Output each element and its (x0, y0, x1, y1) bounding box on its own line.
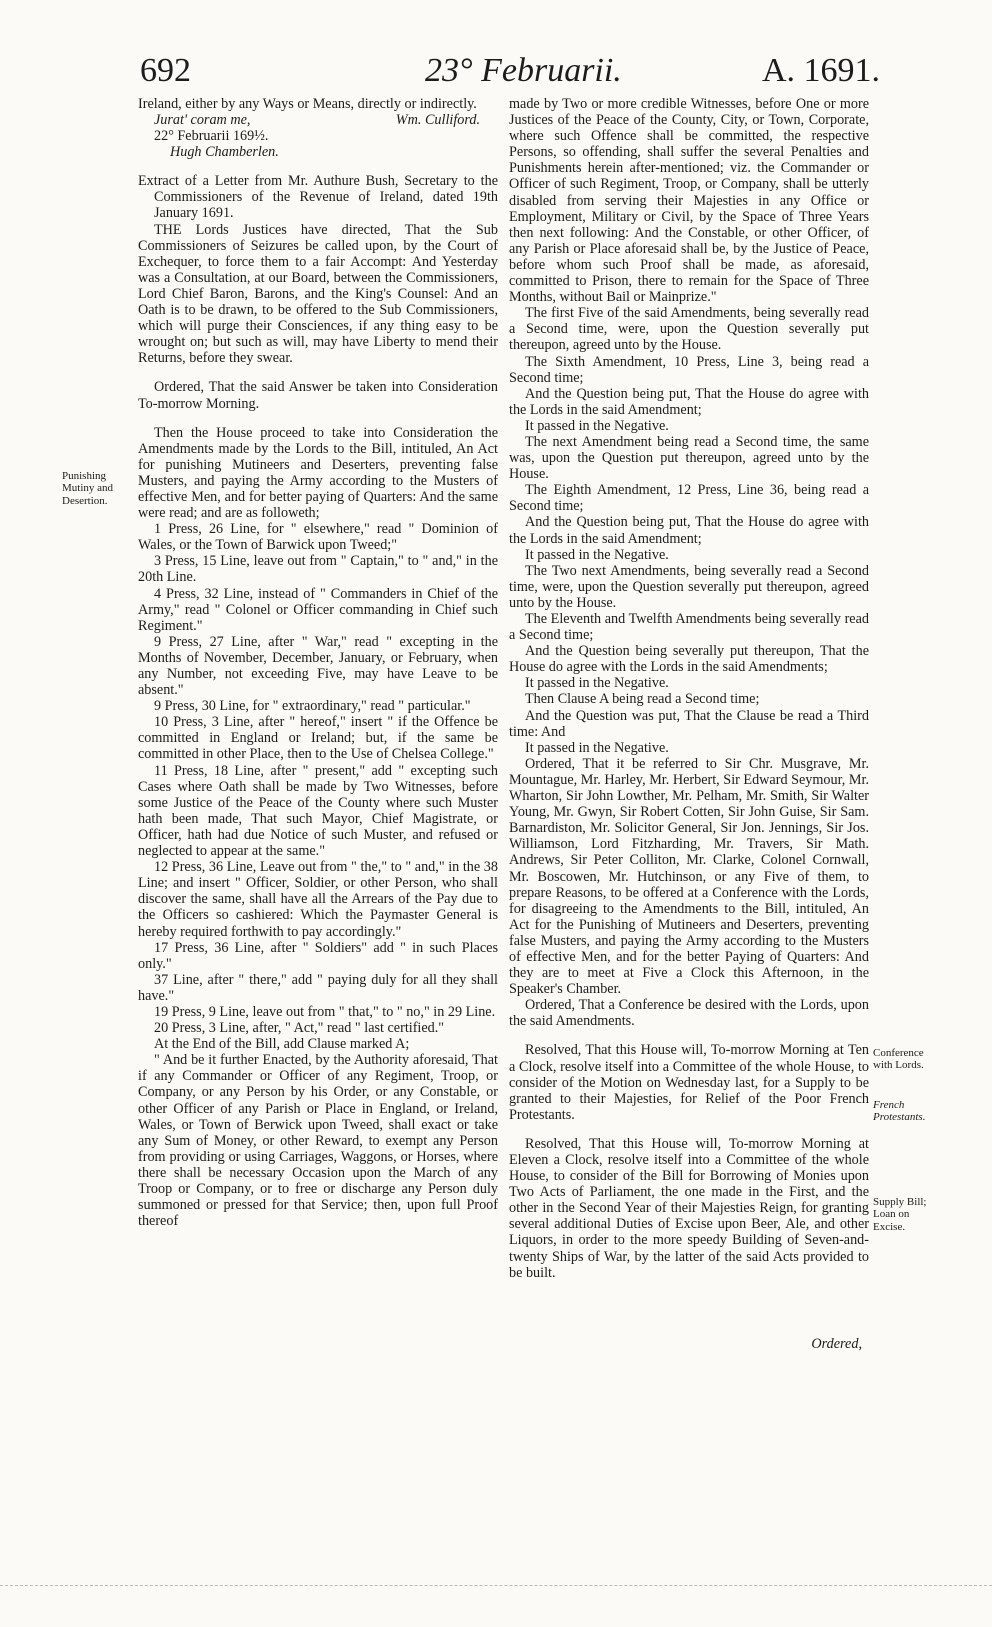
right-column-paragraph: And the Question was put, That the Clause be read a Third time: And (509, 707, 869, 740)
left-column-paragraph: Extract of a Letter from Mr. Authure Bush, Secretary to the Commissioners of the Revenue of Ireland, dated 19th January 1691. (138, 173, 498, 222)
left-column-paragraph: 20 Press, 3 Line, after, " Act," read " last certified." (154, 1020, 445, 1037)
left-column-paragraph: 22° Februarii 169½. (154, 128, 269, 145)
left-column-paragraph: 19 Press, 9 Line, leave out from " that," to " no," in 29 Line. (154, 1003, 496, 1020)
page-header (140, 52, 880, 92)
page-date: 23° Februarii. (425, 52, 622, 89)
right-column-paragraph: It passed in the Negative. (525, 546, 669, 563)
right-column-paragraph: And the Question being put, That the House do agree with the Lords in the said Amendment; (509, 385, 869, 418)
signature-line (138, 112, 498, 128)
right-column-paragraph: The Sixth Amendment, 10 Press, Line 3, being read a Second time; (509, 353, 869, 386)
right-column-paragraph: The next Amendment being read a Second time, the same was, upon the Question put thereupon, agreed unto by the House. (509, 433, 869, 483)
left-column-paragraph: 9 Press, 27 Line, after " War," read " excepting in the Months of November, December, January, or February, when any Number, not exceeding Five, may have Leave to be absent." (138, 633, 498, 699)
right-column-paragraph: The Eighth Amendment, 12 Press, Line 36, being read a Second time; (509, 482, 869, 515)
right-column-paragraph: The Eleventh and Twelfth Amendments being severally read a Second time; (509, 611, 869, 644)
margin-note-conference: Conference with Lords. (873, 1047, 924, 1072)
page-year: A. 1691. (761, 52, 880, 89)
right-column-paragraph: And the Question being put, That the House do agree with the Lords in the said Amendment; (509, 514, 869, 547)
right-column-paragraph: The first Five of the said Amendments, being severally read a Second time, were, upon the Question severally put thereupon, agreed unto by the House. (509, 305, 869, 354)
margin-note-french: French Protestants. (873, 1099, 926, 1124)
right-column-paragraph: made by Two or more credible Witnesses, before One or more Justices of the Peace of the County, City, or Town, Corporate, where such Offence shall be committed, the respective Persons, so offending, shall suffer the several Penalties and Punishments herein after-mentioned; viz. the Commander or Officer of such Regiment, Troop, or Company, shall be utterly disabled from serving their Majesties in any Office or Employment, Military or Civil, by the Space of Three Years then next following: And the Constable, or other Officer, of any Parish or Place aforesaid shall be, by the Justice of Peace, before whom such Proof shall be made, as aforesaid, committed to Prison, there to remain for the Space of Three Months, without Bail or Mainprize." (509, 96, 869, 306)
left-column-paragraph: 17 Press, 36 Line, after " Soldiers" add " in such Places only." (138, 939, 498, 972)
left-column (138, 96, 498, 1229)
left-column-paragraph: " And be it further Enacted, by the Authority aforesaid, That if any Commander or Officer of any Regiment, Troop, or Company, or any Person by his Order, or any Constable, or other Officer of any Parish or Place in England, or Ireland, Wales, or Town of Berwick upon Tweed, shall exact or take any Sum of Money, or other Reward, to exempt any Person from providing or using Carriages, Waggons, or Horses, where there shall be necessary Occasion upon the March of any Troop or Company, or to free or discharge any Person duly summoned or pressed for that Service; then, upon full Proof thereof (138, 1052, 498, 1230)
left-column-paragraph: Ordered, That the said Answer be taken into Consideration To-morrow Morning. (138, 379, 498, 412)
right-column-paragraph: Ordered, That it be referred to Sir Chr. Musgrave, Mr. Mountague, Mr. Harley, Mr. Herbert, Sir Edward Seymour, Mr. Wharton, Sir John Lowther, Mr. Pelham, Mr. Smith, Sir Walter Young, Mr. Gwyn, Sir Robert Cotten, Sir John Guise, Sir Sam. Barnardiston, Mr. Solicitor General, Sir Jon. Jennings, Sir Jos. Williamson, Lord Fitzharding, Mr. Travers, Sir Math. Andrews, Sir Peter Colliton, Mr. Clarke, Colonel Cornwall, Mr. Boscowen, Mr. Hutchinson, or any Five of them, to prepare Reasons, to be offered at a Conference with the Lords, for disagreeing to the Amendments to the Bill, intituled, An Act for the Punishing of Mutineers and Deserters, preventing false Musters, and paying the Army according to the Musters of effective Men, and for the better Paying of Quarters: And they are to meet at Five a Clock this Afternoon, in the Speaker's Chamber. (509, 755, 869, 998)
left-column-paragraph: At the End of the Bill, add Clause marked A; (154, 1036, 410, 1053)
right-column-paragraph: And the Question being severally put thereupon, That the House do agree with the Lords in the said Amendments; (509, 643, 869, 676)
page-number: 692 (140, 52, 191, 89)
left-column-paragraph: 11 Press, 18 Line, after " present," add " excepting such Cases where Oath shall be made by Two Witnesses, before some Justice of the Peace of the County where such Muster hath been made, That such Mayor, Chief Magistrate, or Officer, hath had due Notice of such Muster, and refused or neglected to appear at the same." (138, 762, 498, 860)
left-column-paragraph: Ireland, either by any Ways or Means, directly or indirectly. (138, 96, 477, 112)
catchword: Ordered, (811, 1336, 862, 1352)
left-column-paragraph: 10 Press, 3 Line, after " hereof," insert " if the Offence be committed in England or Ireland; but, if the same be committed in other Place, then to the Use of Chelsea College." (138, 714, 498, 763)
left-column-paragraph: Hugh Chamberlen. (170, 144, 279, 161)
right-column-paragraph: Then Clause A being read a Second time; (525, 691, 760, 708)
right-column (509, 96, 869, 1281)
left-column-paragraph: 4 Press, 32 Line, instead of " Commanders in Chief of the Army," read " Colonel or Officer commanding in Chief such Regiment." (138, 585, 498, 634)
left-column-paragraph: 9 Press, 30 Line, for " extraordinary," read " particular." (154, 698, 471, 715)
left-column-paragraph: Then the House proceed to take into Consideration the Amendments made by the Lords to the Bill, intituled, An Act for punishing Mutineers and Deserters, preventing false Musters, and paying the Army according to the Musters of effective Men, and for better paying of Quarters: And the same were read; and are as followeth; (138, 424, 498, 522)
right-column-paragraph: The Two next Amendments, being severally read a Second time, were, upon the Question severally put thereupon, agreed unto by the House. (509, 562, 869, 611)
right-column-paragraph: It passed in the Negative. (525, 417, 669, 434)
left-column-paragraph: 3 Press, 15 Line, leave out from " Captain," to " and," in the 20th Line. (138, 553, 498, 586)
right-column-paragraph: Resolved, That this House will, To-morrow Morning at Ten a Clock, resolve itself into a Committee of the whole House, to consider of the Motion on Wednesday last, for a Supply to be granted to their Majesties, for Relief of the Poor French Protestants. (509, 1042, 869, 1123)
signature-left: Jurat' coram me, (154, 112, 251, 129)
left-column-paragraph: 37 Line, after " there," add " paying duly for all they shall have." (138, 971, 498, 1004)
left-column-paragraph: 1 Press, 26 Line, for " elsewhere," read " Dominion of Wales, or the Town of Barwick upon Tweed;" (138, 521, 498, 554)
right-column-paragraph: It passed in the Negative. (525, 739, 669, 756)
right-column-paragraph: Resolved, That this House will, To-morrow Morning at Eleven a Clock, resolve itself into a Committee of the whole House, to consider of the Bill for Borrowing of Monies upon Two Acts of Parliament, the one made in the First, and the other in the Second Year of their Majesties Reign, for granting several additional Duties of Excise upon Beer, Ale, and other Liquors, in order to the more speedy Building of Seven-and-twenty Ships of War, by the latter of the said Acts provided to be built. (509, 1135, 869, 1281)
left-column-paragraph: THE Lords Justices have directed, That the Sub Commissioners of Seizures be called upon, by the Court of Exchequer, to force them to a fair Accompt: And Yesterday was a Consultation, at our Board, between the Commissioners, Lord Chief Baron, Barons, and the King's Counsel: And an Oath is to be drawn, to be offered to the Sub Commissioners, which will purge their Consciences, if any thing easy to be wrought on; but such as will, may have Liberty to mend their Returns, before they swear. (138, 221, 498, 367)
bottom-rule (0, 1585, 992, 1586)
right-column-paragraph: Ordered, That a Conference be desired with the Lords, upon the said Amendments. (509, 997, 869, 1030)
margin-note-supply: Supply Bill; Loan on Excise. (873, 1196, 927, 1233)
signature-right: Wm. Culliford. (395, 112, 480, 129)
margin-note-punishing: Punishing Mutiny and Desertion. (62, 470, 114, 507)
left-column-paragraph: 12 Press, 36 Line, Leave out from " the," to " and," in the 38 Line; and insert " Officer, Soldier, or other Person, who shall discover the same, shall have all the Arrears of the Pay due to the Officers so cashiered: Which the Paymaster General is hereby required forthwith to pay accordingly." (138, 859, 498, 940)
right-column-paragraph: It passed in the Negative. (525, 675, 669, 692)
